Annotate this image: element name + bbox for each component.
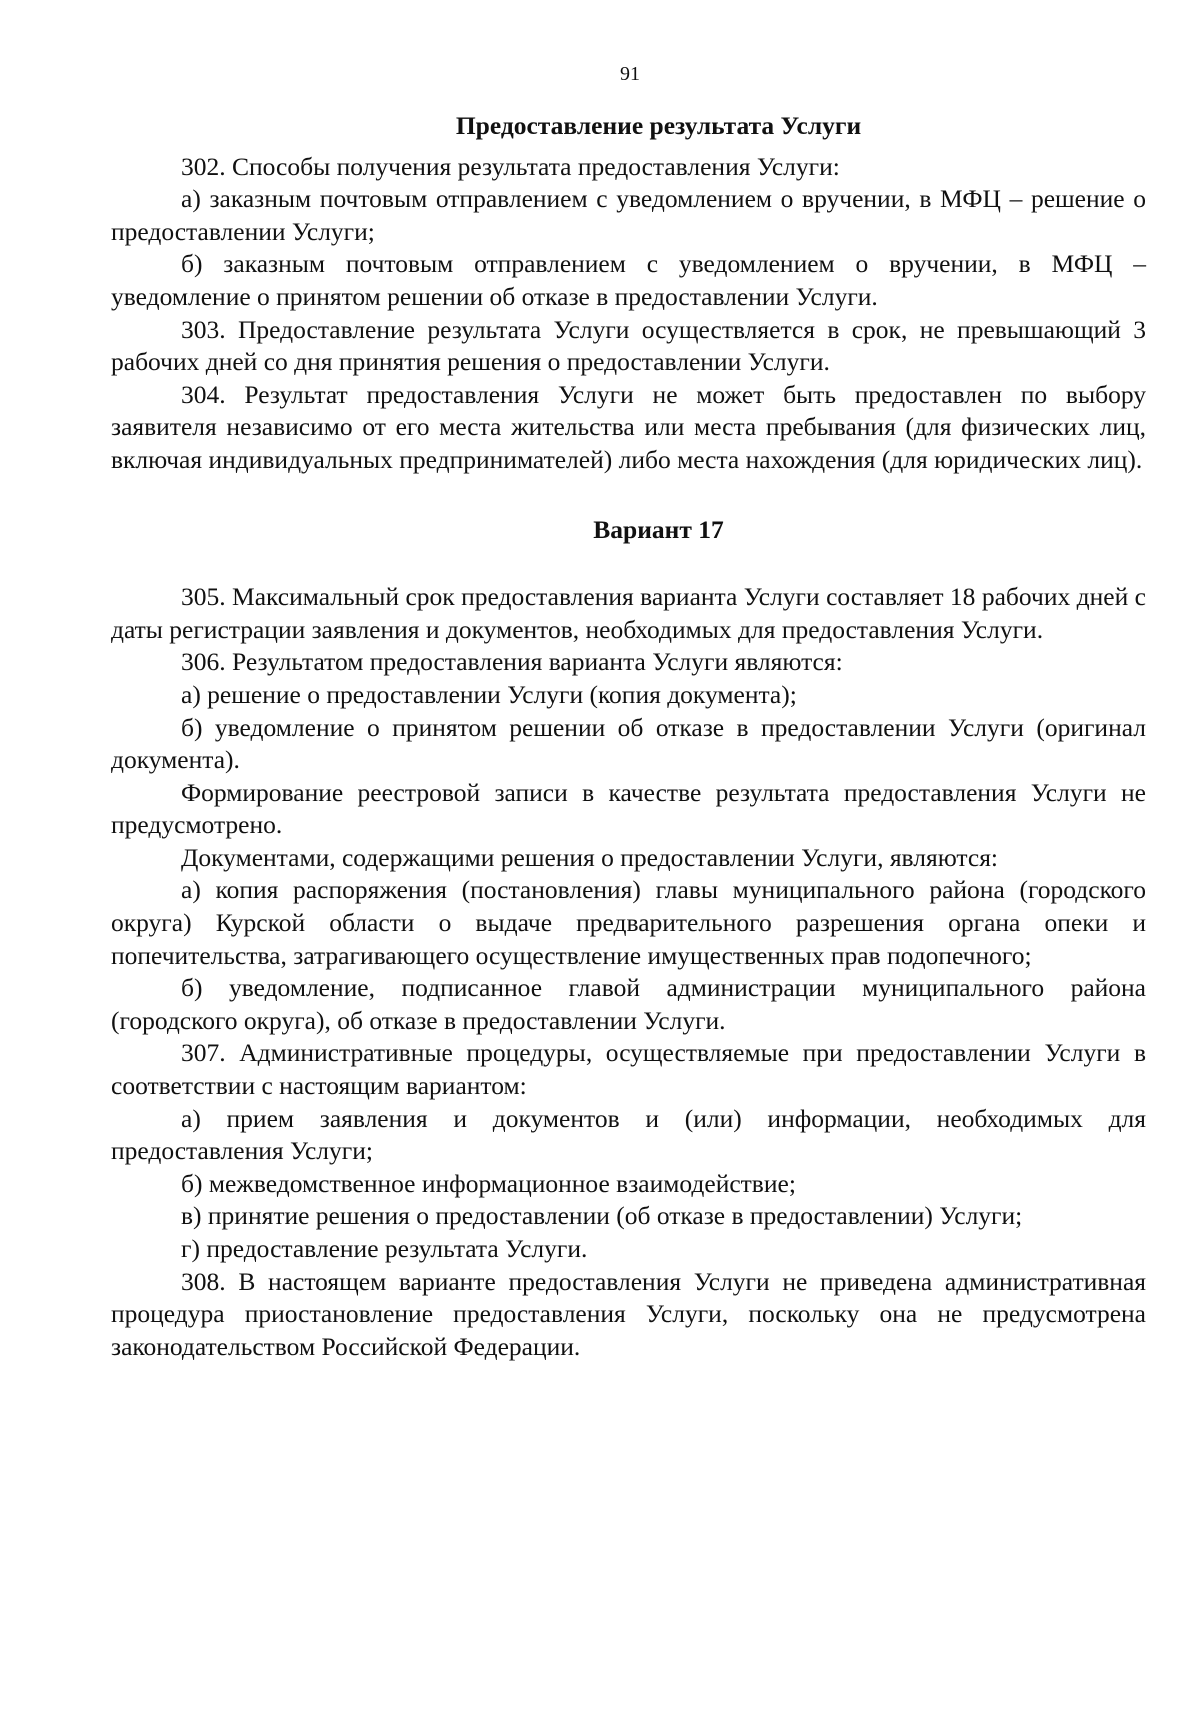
section-heading-result: Предоставление результата Услуги (455, 111, 862, 140)
section-result (111, 151, 1146, 477)
document-body (111, 110, 1146, 1363)
paragraph: а) прием заявления и документов и (или) информации, необходимых для предоставления Услуги; (111, 1103, 1146, 1166)
paragraph: а) решение о предоставлении Услуги (копия документа); (181, 679, 797, 709)
paragraph: а) заказным почтовым отправлением с уведомлением о вручении, в МФЦ – решение о предоставлении Услуги; (111, 184, 1146, 246)
paragraph: б) уведомление, подписанное главой администрации муниципального района (городского округа), об отказе в предоставлении Услуги. (111, 973, 1146, 1035)
paragraph: б) межведомственное информационное взаимодействие; (181, 1168, 796, 1198)
paragraph: в) принятие решения о предоставлении (об отказе в предоставлении) Услуги; (181, 1201, 1023, 1231)
paragraph: а) копия распоряжения (постановления) главы муниципального района (городского округа) Курской области о выдаче предварительного разрешения органа опеки и попечительства, затрагивающего осуществление имущественных прав подопечного; (111, 875, 1146, 970)
paragraph: 305. Максимальный срок предоставления варианта Услуги составляет 18 рабочих дней с даты регистрации заявления и документов, необходимых для предоставления Услуги. (111, 582, 1146, 644)
paragraph: 303. Предоставление результата Услуги осуществляется в срок, не превышающий 3 рабочих дней со дня принятия решения о предоставлении Услуги. (111, 314, 1146, 377)
section-heading-variant: Вариант 17 (593, 514, 724, 544)
section-variant (111, 581, 1146, 1363)
paragraph: 306. Результатом предоставления варианта Услуги являются: (181, 647, 843, 677)
paragraph: 307. Административные процедуры, осуществляемые при предоставлении Услуги в соответствии с настоящим вариантом: (111, 1038, 1146, 1101)
paragraph: б) заказным почтовым отправлением с уведомлением о вручении, в МФЦ – уведомление о принятом решении об отказе в предоставлении Услуги. (111, 249, 1146, 311)
paragraph: 304. Результат предоставления Услуги не может быть предоставлен по выбору заявителя независимо от его места жительства или места пребывания (для физических лиц, включая индивидуальных предпринимателей) либо места нахождения (для юридических лиц). (111, 379, 1146, 474)
paragraph: Формирование реестровой записи в качестве результата предоставления Услуги не предусмотрено. (111, 777, 1146, 840)
paragraph: б) уведомление о принятом решении об отказе в предоставлении Услуги (оригинал документа). (111, 712, 1146, 775)
paragraph: 308. В настоящем варианте предоставления Услуги не приведена административная процедура приостановление предоставления Услуги, поскольку она не предусмотрена законодательством Российской Федерации. (111, 1266, 1146, 1361)
paragraph: г) предоставление результата Услуги. (181, 1234, 588, 1263)
page-number: 91 (620, 63, 640, 85)
paragraph: 302. Способы получения результата предоставления Услуги: (181, 151, 840, 181)
paragraph: Документами, содержащими решения о предоставлении Услуги, являются: (181, 842, 999, 872)
